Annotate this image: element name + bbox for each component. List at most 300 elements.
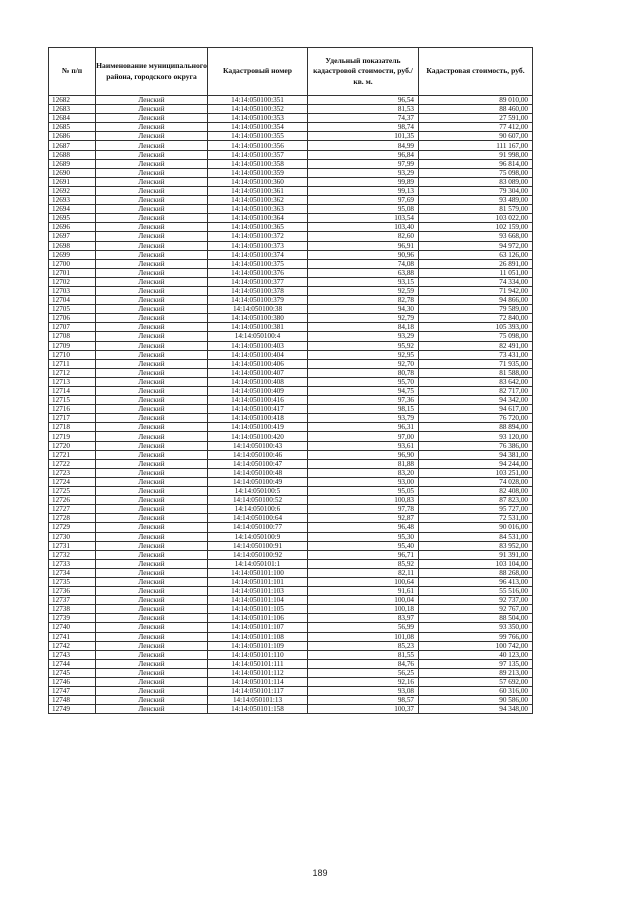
row-number: 12695	[49, 214, 96, 223]
cadastral-number: 14:14:050100:47	[208, 459, 308, 468]
cadastral-value: 71 935,00	[419, 359, 533, 368]
specific-value: 56,99	[308, 623, 419, 632]
district-name: Ленский	[96, 614, 208, 623]
row-number: 12734	[49, 568, 96, 577]
district-name: Ленский	[96, 123, 208, 132]
specific-value: 85,92	[308, 559, 419, 568]
specific-value: 100,64	[308, 577, 419, 586]
row-number: 12693	[49, 196, 96, 205]
table-row	[49, 114, 533, 123]
cadastral-value: 89 213,00	[419, 668, 533, 677]
table-row	[49, 687, 533, 696]
district-name: Ленский	[96, 186, 208, 195]
page-number: 189	[312, 868, 328, 878]
table-row	[49, 105, 533, 114]
cadastral-value: 77 412,00	[419, 123, 533, 132]
specific-value: 92,95	[308, 350, 419, 359]
table-row	[49, 432, 533, 441]
district-name: Ленский	[96, 705, 208, 714]
row-number: 12748	[49, 696, 96, 705]
specific-value: 95,30	[308, 532, 419, 541]
cadastral-value: 79 304,00	[419, 186, 533, 195]
cadastral-value: 93 350,00	[419, 623, 533, 632]
cadastral-value: 91 391,00	[419, 550, 533, 559]
cadastral-number: 14:14:050100:354	[208, 123, 308, 132]
table-row	[49, 678, 533, 687]
specific-value: 93,15	[308, 277, 419, 286]
cadastral-number: 14:14:050101:1	[208, 559, 308, 568]
district-name: Ленский	[96, 286, 208, 295]
table-row	[49, 487, 533, 496]
cadastral-number: 14:14:050100:378	[208, 286, 308, 295]
district-name: Ленский	[96, 332, 208, 341]
cadastral-value: 74 028,00	[419, 477, 533, 486]
cadastral-value: 57 692,00	[419, 678, 533, 687]
specific-value: 99,13	[308, 186, 419, 195]
row-number: 12682	[49, 96, 96, 105]
table-row	[49, 650, 533, 659]
cadastral-value: 81 579,00	[419, 205, 533, 214]
cadastral-value: 72 840,00	[419, 314, 533, 323]
cadastral-number: 14:14:050101:109	[208, 641, 308, 650]
cadastral-value: 93 489,00	[419, 196, 533, 205]
row-number: 12735	[49, 577, 96, 586]
table-row	[49, 277, 533, 286]
district-name: Ленский	[96, 341, 208, 350]
district-name: Ленский	[96, 441, 208, 450]
district-name: Ленский	[96, 587, 208, 596]
specific-value: 96,71	[308, 550, 419, 559]
cadastral-value: 82 491,00	[419, 341, 533, 350]
table-row	[49, 132, 533, 141]
specific-value: 97,69	[308, 196, 419, 205]
row-number: 12741	[49, 632, 96, 641]
cadastral-value: 96 413,00	[419, 577, 533, 586]
specific-value: 80,78	[308, 368, 419, 377]
cadastral-value: 75 098,00	[419, 168, 533, 177]
cadastral-value: 88 460,00	[419, 105, 533, 114]
cadastral-number: 14:14:050100:9	[208, 532, 308, 541]
cadastral-value: 55 516,00	[419, 587, 533, 596]
cadastral-number: 14:14:050100:409	[208, 387, 308, 396]
row-number: 12727	[49, 505, 96, 514]
cadastral-number: 14:14:050101:110	[208, 650, 308, 659]
table-row	[49, 250, 533, 259]
specific-value: 94,75	[308, 387, 419, 396]
specific-value: 74,08	[308, 259, 419, 268]
row-number: 12733	[49, 559, 96, 568]
district-name: Ленский	[96, 596, 208, 605]
row-number: 12747	[49, 687, 96, 696]
header-number: № п/п	[49, 48, 96, 96]
cadastral-value: 75 098,00	[419, 332, 533, 341]
table-row	[49, 505, 533, 514]
specific-value: 96,84	[308, 150, 419, 159]
specific-value: 84,76	[308, 659, 419, 668]
cadastral-value: 88 268,00	[419, 568, 533, 577]
table-row	[49, 141, 533, 150]
specific-value: 103,54	[308, 214, 419, 223]
cadastral-number: 14:14:050100:355	[208, 132, 308, 141]
specific-value: 93,08	[308, 687, 419, 696]
row-number: 12746	[49, 678, 96, 687]
district-name: Ленский	[96, 523, 208, 532]
district-name: Ленский	[96, 487, 208, 496]
row-number: 12707	[49, 323, 96, 332]
table-row	[49, 150, 533, 159]
cadastral-value: 83 642,00	[419, 377, 533, 386]
cadastral-number: 14:14:050100:4	[208, 332, 308, 341]
row-number: 12737	[49, 596, 96, 605]
district-name: Ленский	[96, 177, 208, 186]
table-row	[49, 577, 533, 586]
specific-value: 97,36	[308, 396, 419, 405]
specific-value: 90,96	[308, 250, 419, 259]
cadastral-value: 103 104,00	[419, 559, 533, 568]
cadastral-number: 14:14:050100:362	[208, 196, 308, 205]
cadastral-value: 103 251,00	[419, 468, 533, 477]
row-number: 12729	[49, 523, 96, 532]
district-name: Ленский	[96, 387, 208, 396]
row-number: 12739	[49, 614, 96, 623]
cadastral-number: 14:14:050100:357	[208, 150, 308, 159]
district-name: Ленский	[96, 468, 208, 477]
specific-value: 98,15	[308, 405, 419, 414]
specific-value: 85,23	[308, 641, 419, 650]
cadastral-number: 14:14:050101:112	[208, 668, 308, 677]
cadastral-number: 14:14:050100:353	[208, 114, 308, 123]
row-number: 12704	[49, 296, 96, 305]
cadastral-value: 74 334,00	[419, 277, 533, 286]
cadastral-number: 14:14:050100:352	[208, 105, 308, 114]
specific-value: 96,31	[308, 423, 419, 432]
district-name: Ленский	[96, 368, 208, 377]
row-number: 12710	[49, 350, 96, 359]
table-row	[49, 641, 533, 650]
specific-value: 92,59	[308, 286, 419, 295]
district-name: Ленский	[96, 268, 208, 277]
table-row	[49, 232, 533, 241]
row-number: 12690	[49, 168, 96, 177]
row-number: 12740	[49, 623, 96, 632]
cadastral-value: 76 386,00	[419, 441, 533, 450]
cadastral-number: 14:14:050100:404	[208, 350, 308, 359]
district-name: Ленский	[96, 577, 208, 586]
district-name: Ленский	[96, 623, 208, 632]
specific-value: 100,37	[308, 705, 419, 714]
row-number: 12725	[49, 487, 96, 496]
cadastral-number: 14:14:050100:408	[208, 377, 308, 386]
specific-value: 97,78	[308, 505, 419, 514]
cadastral-value: 76 720,00	[419, 414, 533, 423]
cadastral-number: 14:14:050101:13	[208, 696, 308, 705]
cadastral-value: 71 942,00	[419, 286, 533, 295]
cadastral-value: 97 135,00	[419, 659, 533, 668]
table-row	[49, 659, 533, 668]
table-row	[49, 332, 533, 341]
specific-value: 83,20	[308, 468, 419, 477]
specific-value: 103,40	[308, 223, 419, 232]
table-row	[49, 205, 533, 214]
cadastral-number: 14:14:050100:351	[208, 96, 308, 105]
table-row	[49, 423, 533, 432]
district-name: Ленский	[96, 241, 208, 250]
cadastral-number: 14:14:050101:101	[208, 577, 308, 586]
row-number: 12732	[49, 550, 96, 559]
cadastral-number: 14:14:050100:356	[208, 141, 308, 150]
header-district: Наименование муниципального района, городского округа	[96, 48, 208, 96]
cadastral-number: 14:14:050100:377	[208, 277, 308, 286]
district-name: Ленский	[96, 350, 208, 359]
table-row	[49, 441, 533, 450]
cadastral-value: 72 531,00	[419, 514, 533, 523]
row-number: 12702	[49, 277, 96, 286]
row-number: 12749	[49, 705, 96, 714]
row-number: 12709	[49, 341, 96, 350]
cadastral-number: 14:14:050100:372	[208, 232, 308, 241]
district-name: Ленский	[96, 141, 208, 150]
cadastral-number: 14:14:050100:406	[208, 359, 308, 368]
table-row	[49, 377, 533, 386]
table-row	[49, 241, 533, 250]
table-row	[49, 496, 533, 505]
specific-value: 84,18	[308, 323, 419, 332]
district-name: Ленский	[96, 559, 208, 568]
cadastral-value: 83 089,00	[419, 177, 533, 186]
table-row	[49, 559, 533, 568]
row-number: 12692	[49, 186, 96, 195]
district-name: Ленский	[96, 214, 208, 223]
district-name: Ленский	[96, 159, 208, 168]
cadastral-number: 14:14:050100:363	[208, 205, 308, 214]
cadastral-number: 14:14:050100:365	[208, 223, 308, 232]
specific-value: 74,37	[308, 114, 419, 123]
cadastral-number: 14:14:050100:420	[208, 432, 308, 441]
row-number: 12717	[49, 414, 96, 423]
header-cadastral-value: Кадастровая стоимость, руб.	[419, 48, 533, 96]
district-name: Ленский	[96, 532, 208, 541]
cadastral-value: 105 393,00	[419, 323, 533, 332]
cadastral-number: 14:14:050101:100	[208, 568, 308, 577]
table-row	[49, 450, 533, 459]
specific-value: 56,25	[308, 668, 419, 677]
cadastral-number: 14:14:050100:374	[208, 250, 308, 259]
row-number: 12696	[49, 223, 96, 232]
row-number: 12688	[49, 150, 96, 159]
row-number: 12728	[49, 514, 96, 523]
cadastral-value-table	[48, 47, 533, 714]
district-name: Ленский	[96, 359, 208, 368]
cadastral-number: 14:14:050100:375	[208, 259, 308, 268]
district-name: Ленский	[96, 605, 208, 614]
specific-value: 63,88	[308, 268, 419, 277]
table-row	[49, 632, 533, 641]
district-name: Ленский	[96, 668, 208, 677]
row-number: 12689	[49, 159, 96, 168]
cadastral-number: 14:14:050100:416	[208, 396, 308, 405]
table-row	[49, 286, 533, 295]
table-row	[49, 168, 533, 177]
row-number: 12699	[49, 250, 96, 259]
cadastral-value: 84 531,00	[419, 532, 533, 541]
district-name: Ленский	[96, 377, 208, 386]
row-number: 12713	[49, 377, 96, 386]
specific-value: 94,30	[308, 305, 419, 314]
table-row	[49, 123, 533, 132]
table-row	[49, 532, 533, 541]
row-number: 12705	[49, 305, 96, 314]
district-name: Ленский	[96, 250, 208, 259]
cadastral-value: 95 727,00	[419, 505, 533, 514]
specific-value: 97,00	[308, 432, 419, 441]
cadastral-number: 14:14:050100:418	[208, 414, 308, 423]
table-row	[49, 359, 533, 368]
cadastral-value: 111 167,00	[419, 141, 533, 150]
specific-value: 99,89	[308, 177, 419, 186]
cadastral-number: 14:14:050101:106	[208, 614, 308, 623]
cadastral-number: 14:14:050100:360	[208, 177, 308, 186]
district-name: Ленский	[96, 541, 208, 550]
row-number: 12701	[49, 268, 96, 277]
cadastral-number: 14:14:050100:358	[208, 159, 308, 168]
specific-value: 92,70	[308, 359, 419, 368]
table-row	[49, 159, 533, 168]
specific-value: 93,61	[308, 441, 419, 450]
specific-value: 92,79	[308, 314, 419, 323]
district-name: Ленский	[96, 314, 208, 323]
table-row	[49, 668, 533, 677]
table-row	[49, 177, 533, 186]
district-name: Ленский	[96, 696, 208, 705]
cadastral-number: 14:14:050100:419	[208, 423, 308, 432]
header-specific-value: Удельный показатель кадастровой стоимости, руб./кв. м.	[308, 48, 419, 96]
table-row	[49, 268, 533, 277]
table-row	[49, 323, 533, 332]
specific-value: 101,08	[308, 632, 419, 641]
table-row	[49, 196, 533, 205]
district-name: Ленский	[96, 505, 208, 514]
row-number: 12686	[49, 132, 96, 141]
row-number: 12687	[49, 141, 96, 150]
district-name: Ленский	[96, 678, 208, 687]
table-row	[49, 368, 533, 377]
specific-value: 98,57	[308, 696, 419, 705]
district-name: Ленский	[96, 305, 208, 314]
specific-value: 93,29	[308, 168, 419, 177]
cadastral-value: 92 767,00	[419, 605, 533, 614]
cadastral-value: 93 668,00	[419, 232, 533, 241]
district-name: Ленский	[96, 132, 208, 141]
row-number: 12697	[49, 232, 96, 241]
cadastral-number: 14:14:050100:359	[208, 168, 308, 177]
cadastral-number: 14:14:050100:373	[208, 241, 308, 250]
table-row	[49, 396, 533, 405]
district-name: Ленский	[96, 496, 208, 505]
row-number: 12719	[49, 432, 96, 441]
cadastral-value: 94 972,00	[419, 241, 533, 250]
cadastral-value: 96 814,00	[419, 159, 533, 168]
specific-value: 83,97	[308, 614, 419, 623]
specific-value: 91,61	[308, 587, 419, 596]
table-row	[49, 596, 533, 605]
district-name: Ленский	[96, 296, 208, 305]
row-number: 12683	[49, 105, 96, 114]
table-row	[49, 614, 533, 623]
specific-value: 100,18	[308, 605, 419, 614]
row-number: 12714	[49, 387, 96, 396]
row-number: 12708	[49, 332, 96, 341]
table-row	[49, 568, 533, 577]
cadastral-value: 102 159,00	[419, 223, 533, 232]
specific-value: 96,48	[308, 523, 419, 532]
specific-value: 82,60	[308, 232, 419, 241]
row-number: 12700	[49, 259, 96, 268]
cadastral-value: 60 316,00	[419, 687, 533, 696]
table-row	[49, 405, 533, 414]
cadastral-value: 94 381,00	[419, 450, 533, 459]
cadastral-number: 14:14:050100:380	[208, 314, 308, 323]
table-row	[49, 341, 533, 350]
cadastral-number: 14:14:050101:105	[208, 605, 308, 614]
table-header	[49, 48, 533, 96]
cadastral-number: 14:14:050100:48	[208, 468, 308, 477]
header-cadastral-number: Кадастровый номер	[208, 48, 308, 96]
district-name: Ленский	[96, 568, 208, 577]
table-row	[49, 96, 533, 105]
cadastral-value: 63 126,00	[419, 250, 533, 259]
row-number: 12745	[49, 668, 96, 677]
specific-value: 100,04	[308, 596, 419, 605]
specific-value: 96,90	[308, 450, 419, 459]
table-row	[49, 468, 533, 477]
table-row	[49, 296, 533, 305]
district-name: Ленский	[96, 150, 208, 159]
district-name: Ленский	[96, 396, 208, 405]
cadastral-value: 92 737,00	[419, 596, 533, 605]
cadastral-value: 94 348,00	[419, 705, 533, 714]
cadastral-number: 14:14:050100:52	[208, 496, 308, 505]
district-name: Ленский	[96, 205, 208, 214]
cadastral-number: 14:14:050100:91	[208, 541, 308, 550]
row-number: 12738	[49, 605, 96, 614]
cadastral-number: 14:14:050100:77	[208, 523, 308, 532]
district-name: Ленский	[96, 277, 208, 286]
cadastral-number: 14:14:050100:6	[208, 505, 308, 514]
table-row	[49, 223, 533, 232]
specific-value: 95,05	[308, 487, 419, 496]
specific-value: 93,29	[308, 332, 419, 341]
district-name: Ленский	[96, 405, 208, 414]
cadastral-number: 14:14:050100:381	[208, 323, 308, 332]
cadastral-value: 94 342,00	[419, 396, 533, 405]
table-row	[49, 605, 533, 614]
cadastral-number: 14:14:050100:376	[208, 268, 308, 277]
cadastral-value: 40 123,00	[419, 650, 533, 659]
cadastral-number: 14:14:050101:107	[208, 623, 308, 632]
cadastral-number: 14:14:050101:158	[208, 705, 308, 714]
table-row	[49, 414, 533, 423]
row-number: 12744	[49, 659, 96, 668]
table-row	[49, 623, 533, 632]
row-number: 12721	[49, 450, 96, 459]
district-name: Ленский	[96, 687, 208, 696]
cadastral-value: 99 766,00	[419, 632, 533, 641]
row-number: 12706	[49, 314, 96, 323]
row-number: 12743	[49, 650, 96, 659]
specific-value: 95,08	[308, 205, 419, 214]
cadastral-number: 14:14:050100:92	[208, 550, 308, 559]
district-name: Ленский	[96, 477, 208, 486]
